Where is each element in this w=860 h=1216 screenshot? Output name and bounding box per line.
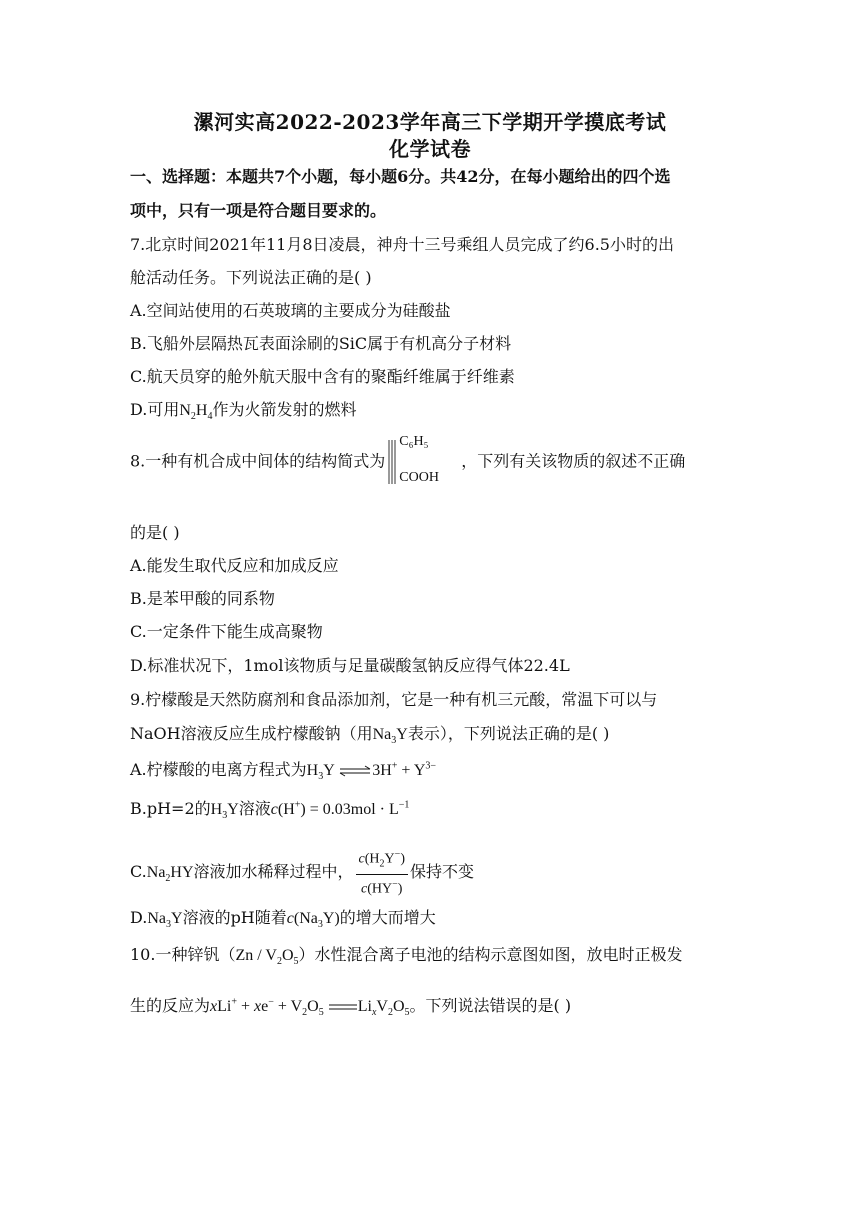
q7-option-c: C.航天员穿的舱外航天服中含有的聚酯纤维属于纤维素 [130, 367, 515, 386]
structure-group-bottom: COOH [399, 470, 439, 485]
q7-stem-line2: 舱活动任务。下列说法正确的是( ) [130, 268, 372, 287]
q10-stem-line1: 10.一种锌钒$(Zn / V_2O_5)$水性混合离子电池的结构示意图如图，放电时正极发 [130, 945, 683, 968]
q8-stem-line1: 8.一种有机合成中间体的结构简式为 C₆H₅ COOH ，下列有关该物质的叙述不正确 [130, 432, 730, 492]
positive-electrode-reaction: $xLi^+ + xe^- + V_2O_5$ $Li_xV_2O_5$ [210, 996, 410, 1019]
q9-stem-line2: NaOH溶液反应生成柠檬酸钠（用$Na_3Y$表示），下列说法正确的是( ) [130, 724, 610, 747]
section-instructions-line1: 一、选择题：本题共7个小题，每小题6分。共42分，在每小题给出的四个选 [130, 167, 671, 186]
concentration-ratio: $\frac{c(H_2Y^-)}{c(HY^-)}$ [356, 845, 408, 900]
q8-option-d: D.标准状况下，1mol该物质与足量碳酸氢钠反应得气体22.4L [130, 656, 570, 675]
q7-stem-line1: 7.北京时间2021年11月8日凌晨，神舟十三号乘组人员完成了约6.5小时的出 [130, 235, 674, 254]
concentration-expression: $c(H^+) = 0.03mol \cdot L^{-1}$ [270, 799, 410, 818]
equals-arrow-icon [328, 1002, 358, 1012]
exam-subtitle: 化学试卷 [389, 137, 471, 161]
q7-option-d: D.可用$N_2H_4$作为火箭发射的燃料 [130, 400, 357, 423]
q9-option-b: B.pH=2的$H_3Y$溶液$c(H^+) = 0.03mol \cdot L^{-1}$ [130, 799, 410, 822]
section-instructions-line2: 项中，只有一项是符合题目要求的。 [130, 201, 387, 220]
q7-option-b: B.飞船外层隔热瓦表面涂刷的SiC属于有机高分子材料 [130, 334, 512, 353]
formula-n2h4: $N_2H_4$ [179, 402, 213, 423]
q8-option-a: A.能发生取代反应和加成反应 [130, 556, 339, 575]
q9-option-c: $C.Na_2HY$溶液加水稀释过程中， $\frac{c(H_2Y^-)}{c(HY^-)}$ 保持不变 [130, 845, 730, 900]
q8-option-b: B.是苯甲酸的同系物 [130, 589, 275, 608]
q7-option-a: A.空间站使用的石英玻璃的主要成分为硅酸盐 [130, 301, 451, 320]
q8-stem-line2: 的是( ) [130, 523, 180, 542]
q10-stem-line2: 生的反应为$xLi^+ + xe^- + V_2O_5$ $Li_xV_2O_5$。下列说法错误的是( ) [130, 996, 572, 1019]
ionization-equation: $H_3Y$ $3H^+ + Y^{3-}$ [306, 760, 437, 783]
q9-stem-line1: 9.柠檬酸是天然防腐剂和食品添加剂，它是一种有机三元酸，常温下可以与 [130, 690, 658, 709]
q8-option-c: C.一定条件下能生成高聚物 [130, 622, 323, 641]
reversible-arrow-icon [338, 765, 372, 777]
q9-option-d: $D.Na_3Y$溶液的pH随着$c(Na_3Y)$的增大而增大 [130, 908, 436, 931]
structure-group-top: C₆H₅ [399, 434, 429, 449]
q9-option-a: A.柠檬酸的电离方程式为$H_3Y$ $3H^+ + Y^{3-}$ [130, 760, 437, 783]
exam-title: 漯河实高2022-2023学年高三下学期开学摸底考试 [193, 110, 667, 134]
structure-formula-image [385, 432, 455, 492]
